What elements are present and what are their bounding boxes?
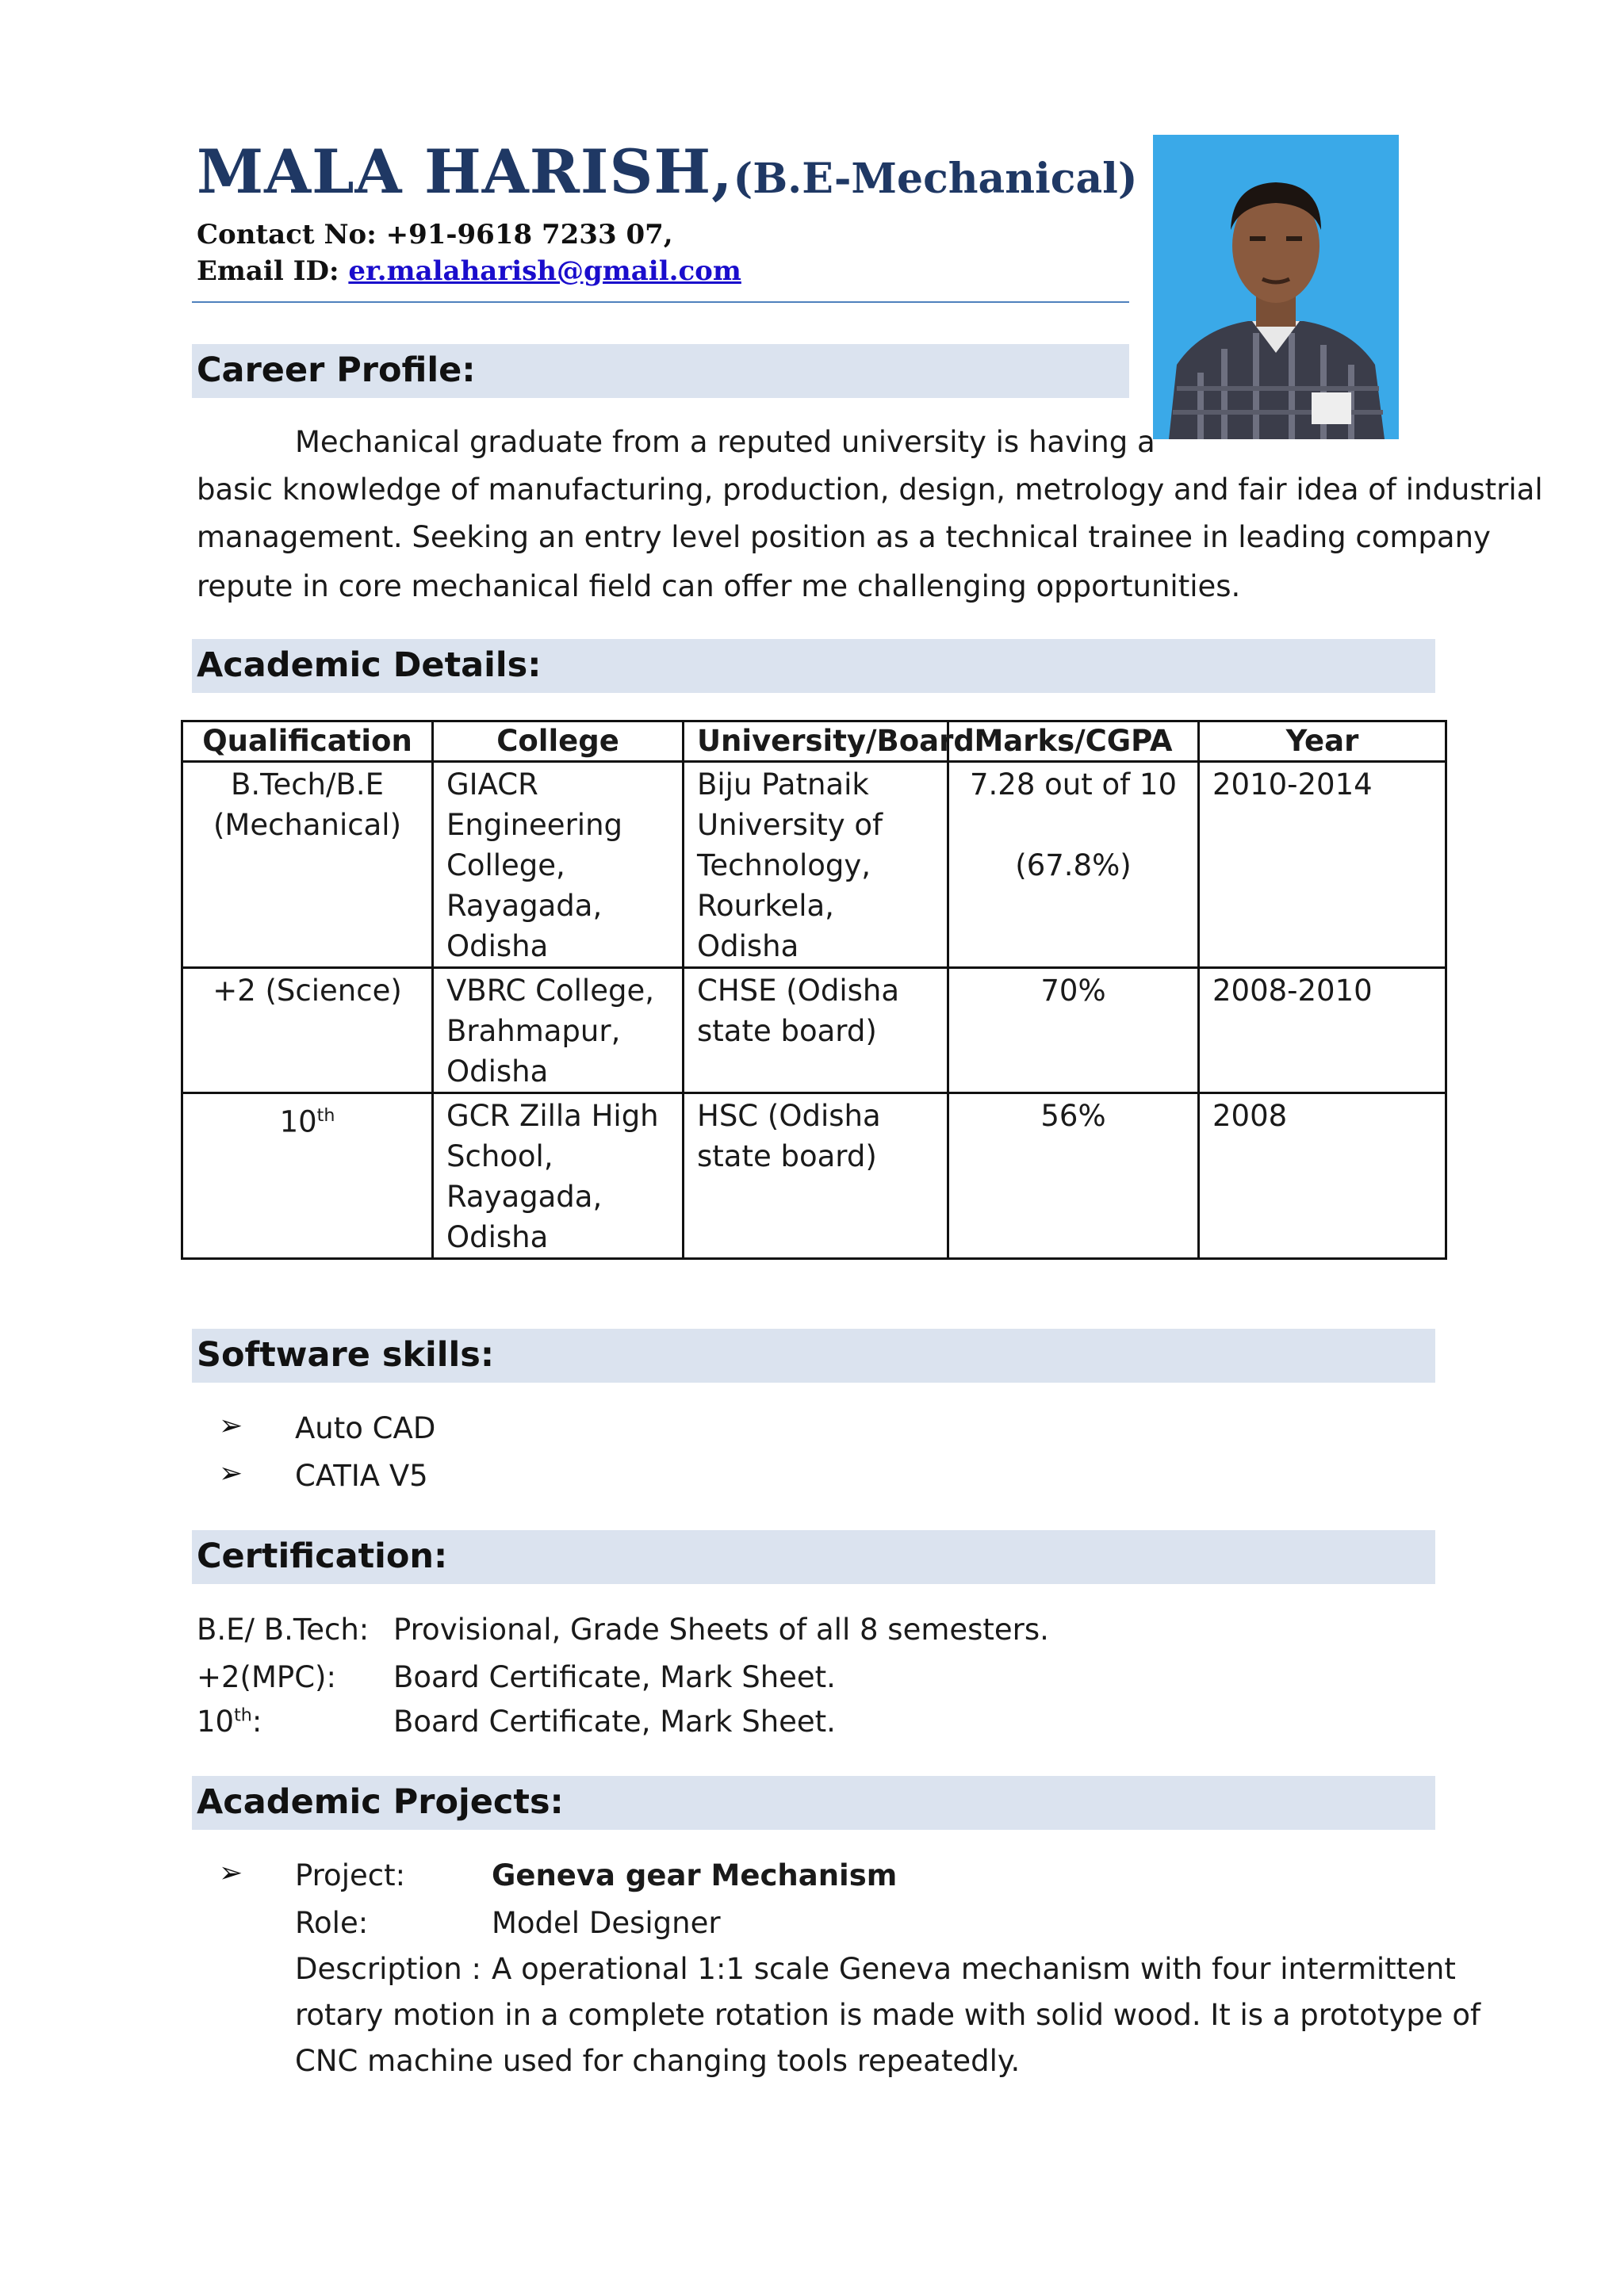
cert-label: +2(MPC):	[197, 1660, 336, 1694]
cell-line: Technology,	[697, 848, 871, 882]
cell-line: B.Tech/B.E	[230, 767, 384, 802]
skill-item: CATIA V5	[295, 1459, 428, 1493]
university-cell	[684, 968, 948, 1093]
arrow-bullet-icon: ➢	[219, 1457, 243, 1490]
column-header: University/Board	[684, 721, 948, 762]
role-value: Model Designer	[492, 1906, 721, 1940]
academic-details-table	[181, 720, 1447, 1260]
cert-value: Provisional, Grade Sheets of all 8 semesters.	[393, 1613, 1049, 1647]
cell-line: CHSE (Odisha	[697, 974, 900, 1008]
description-line-1: A operational 1:1 scale Geneva mechanism with four intermittent	[492, 1952, 1456, 1986]
cell-line: Biju Patnaik	[697, 767, 869, 802]
project-title: Geneva gear Mechanism	[492, 1858, 898, 1892]
qualification-cell	[182, 968, 433, 1093]
role-label: Role:	[295, 1906, 369, 1940]
superscript: th	[234, 1705, 252, 1726]
contact-number: +91-9618 7233 07,	[385, 219, 673, 251]
cell-line: University of	[697, 808, 883, 842]
career-line-3: management. Seeking an entry level position as a technical trainee in leading company	[197, 520, 1491, 554]
description-label: Description :	[295, 1952, 481, 1986]
table-header-row	[182, 721, 1446, 762]
cell-line: College,	[446, 848, 565, 882]
cell-line: Odisha	[446, 1220, 549, 1254]
cert-label	[197, 1705, 262, 1739]
qualification-cell	[182, 1093, 433, 1259]
arrow-bullet-icon: ➢	[219, 1857, 243, 1889]
cell-line: HSC (Odisha	[697, 1099, 881, 1133]
career-line-2: basic knowledge of manufacturing, production, design, metrology and fair idea of industrial	[197, 473, 1543, 507]
cell-line: 56%	[1040, 1099, 1106, 1133]
career-profile-heading: Career Profile:	[197, 350, 476, 390]
year-cell: 2008-2010	[1199, 968, 1446, 1093]
cert-label-suffix: :	[251, 1705, 262, 1739]
cell-line: state board)	[697, 1014, 877, 1048]
arrow-bullet-icon: ➢	[219, 1410, 243, 1442]
year-cell: 2008	[1199, 1093, 1446, 1259]
table-row	[182, 1093, 1446, 1259]
cell-line: VBRC College,	[446, 974, 654, 1008]
column-header: Qualification	[182, 721, 433, 762]
marks-cell	[948, 762, 1199, 968]
cell-line: Rayagada,	[446, 889, 603, 923]
project-label: Project:	[295, 1858, 406, 1892]
table-row	[182, 968, 1446, 1093]
candidate-name	[197, 136, 1138, 207]
cell-line: Rourkela, Odisha	[697, 889, 834, 963]
contact-label: Contact No:	[197, 219, 377, 251]
cert-label-base: 10	[197, 1705, 235, 1739]
qualification-cell	[182, 762, 433, 968]
university-cell	[684, 762, 948, 968]
cell-line: Odisha	[446, 1054, 549, 1089]
description-line-3: CNC machine used for changing tools repeatedly.	[295, 2044, 1021, 2078]
profile-photo	[1153, 135, 1399, 439]
column-header: Marks/CGPA	[948, 721, 1199, 762]
cell-line: School,	[446, 1139, 553, 1173]
cell-line: Engineering	[446, 808, 622, 842]
cell-line: (Mechanical)	[213, 808, 402, 842]
cell-line: GCR Zilla High	[446, 1099, 659, 1133]
cell-line: Odisha	[446, 929, 549, 963]
academic-projects-section-bar	[192, 1776, 1435, 1830]
contact-line	[197, 219, 673, 251]
cert-label: B.E/ B.Tech:	[197, 1613, 370, 1647]
name-text: MALA HARISH,	[197, 136, 733, 207]
column-header: Year	[1199, 721, 1446, 762]
cert-value: Board Certificate, Mark Sheet.	[393, 1705, 836, 1739]
cell-line: Brahmapur,	[446, 1014, 621, 1048]
cell-text: 10	[279, 1104, 317, 1139]
cell-line	[962, 805, 1185, 845]
cell-line: 7.28 out of 10	[969, 767, 1177, 802]
academic-details-heading: Academic Details:	[197, 645, 542, 685]
person-silhouette-icon	[1153, 135, 1399, 439]
cert-value: Board Certificate, Mark Sheet.	[393, 1660, 836, 1694]
cell-line: Rayagada,	[446, 1180, 603, 1214]
table-row	[182, 762, 1446, 968]
cell-line: 70%	[1040, 974, 1106, 1008]
email-link[interactable]: er.malaharish@gmail.com	[348, 255, 741, 287]
career-profile-section-bar	[192, 344, 1129, 398]
year-cell: 2010-2014	[1199, 762, 1446, 968]
college-cell	[433, 968, 684, 1093]
cell-line: +2 (Science)	[213, 974, 402, 1008]
degree-text: (B.E-Mechanical)	[733, 155, 1138, 203]
certification-section-bar	[192, 1530, 1435, 1584]
software-skills-section-bar	[192, 1329, 1435, 1383]
career-line-4: repute in core mechanical field can offer me challenging opportunities.	[197, 569, 1241, 603]
description-line-2: rotary motion in a complete rotation is made with solid wood. It is a prototype of	[295, 1998, 1481, 2032]
email-label: Email ID:	[197, 255, 339, 287]
cell-line: (67.8%)	[1015, 848, 1132, 882]
certification-heading: Certification:	[197, 1536, 448, 1576]
college-cell	[433, 1093, 684, 1259]
email-line	[197, 255, 741, 287]
header-divider	[192, 301, 1129, 303]
academic-details-section-bar	[192, 639, 1435, 693]
marks-cell	[948, 968, 1199, 1093]
cell-line: GIACR	[446, 767, 538, 802]
career-line-1: Mechanical graduate from a reputed university is having a	[295, 425, 1155, 459]
marks-cell	[948, 1093, 1199, 1259]
skill-item: Auto CAD	[295, 1411, 436, 1445]
software-skills-heading: Software skills:	[197, 1335, 495, 1375]
cell-line: state board)	[697, 1139, 877, 1173]
academic-projects-heading: Academic Projects:	[197, 1782, 564, 1822]
college-cell	[433, 762, 684, 968]
superscript: th	[316, 1105, 335, 1126]
column-header: College	[433, 721, 684, 762]
university-cell	[684, 1093, 948, 1259]
